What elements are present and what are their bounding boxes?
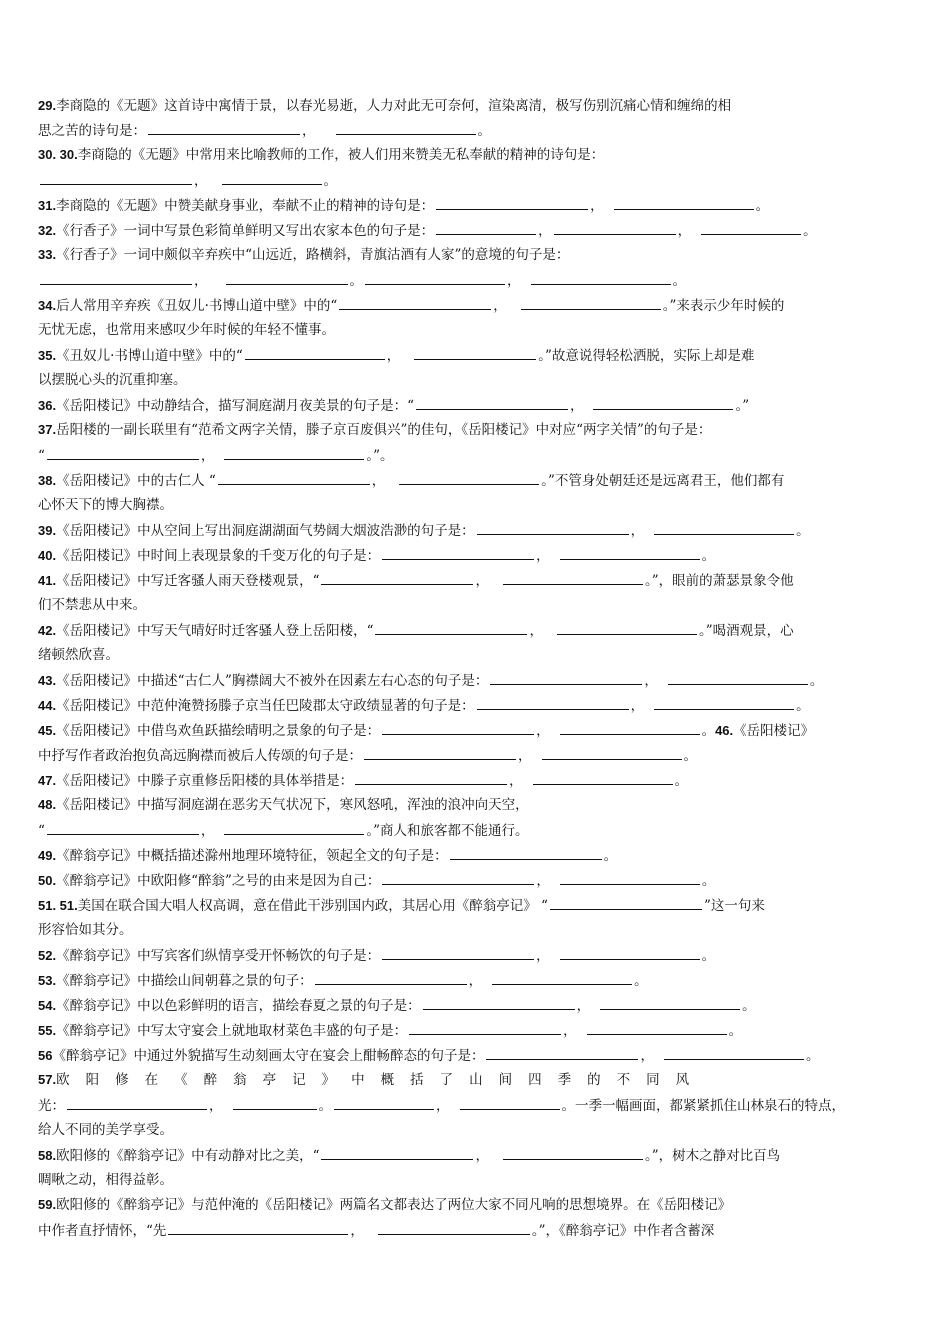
question-51-line-2: 形容恰如其分。	[38, 922, 133, 938]
answer-blank[interactable]	[668, 671, 808, 685]
question-38-line-1: 38.《岳阳楼记》中的古仁人 “ ， 。”不管身处朝廷还是远离君王，他们都有	[38, 473, 785, 489]
answer-blank[interactable]	[414, 346, 536, 360]
answer-blank[interactable]	[47, 821, 199, 835]
answer-blank[interactable]	[492, 971, 632, 985]
question-35-line-1: 35.《丑奴儿·书博山道中壁》中的“ ， 。”故意说得轻松洒脱，实际上却是难	[38, 348, 755, 364]
answer-blank[interactable]	[226, 271, 348, 285]
question-57-line-1: 57.欧阳修在《醉翁亭记》中概括了山间四季的不同风	[38, 1072, 706, 1088]
answer-blank[interactable]	[664, 1046, 804, 1060]
question-53: 53.《醉翁亭记》中描绘山间朝暮之景的句子： ， 。	[38, 973, 648, 989]
answer-blank[interactable]	[542, 746, 682, 760]
answer-blank[interactable]	[533, 771, 673, 785]
answer-blank[interactable]	[364, 746, 516, 760]
question-34-line-1: 34.后人常用辛弃疾《丑奴儿·书博山道中壁》中的“ ， 。”来表示少年时候的	[38, 298, 785, 314]
answer-blank[interactable]	[503, 571, 643, 585]
answer-blank[interactable]	[224, 446, 364, 460]
question-31: 31.李商隐的《无题》中赞美献身事业，奉献不止的精神的诗句是： ， 。	[38, 198, 770, 214]
answer-blank[interactable]	[503, 1146, 643, 1160]
answer-blank[interactable]	[148, 121, 300, 135]
question-39: 39.《岳阳楼记》中从空间上写出洞庭湖湖面气势阔大烟波浩渺的句子是： ， 。	[38, 523, 810, 539]
question-35-line-2: 以摆脱心头的沉重抑塞。	[38, 372, 187, 388]
answer-blank[interactable]	[550, 896, 702, 910]
question-33-line-1: 33.《行香子》一词中颇似辛弃疾中“山远近，路横斜，青旗沽酒有人家”的意境的句子是：	[38, 247, 570, 263]
question-55: 55.《醉翁亭记》中写太守宴会上就地取材菜色丰盛的句子是： ， 。	[38, 1023, 743, 1039]
question-47: 47.《岳阳楼记》中滕子京重修岳阳楼的具体举措是： ， 。	[38, 773, 689, 789]
answer-blank[interactable]	[701, 221, 801, 235]
answer-blank[interactable]	[587, 1021, 727, 1035]
question-42-line-2: 绪顿然欣喜。	[38, 647, 119, 663]
answer-blank[interactable]	[378, 1221, 530, 1235]
answer-blank[interactable]	[600, 996, 740, 1010]
question-59-line-1: 59.欧阳修的《醉翁亭记》与范仲淹的《岳阳楼记》两篇名文都表达了两位大家不同凡响的思想境界。在《岳阳楼记》	[38, 1197, 732, 1213]
answer-blank[interactable]	[334, 1096, 434, 1110]
question-41-line-2: 们不禁悲从中来。	[38, 597, 146, 613]
question-48-line-2: “ ， 。”商人和旅客都不能通行。	[38, 823, 529, 839]
answer-blank[interactable]	[477, 696, 629, 710]
answer-blank[interactable]	[486, 1046, 638, 1060]
answer-blank[interactable]	[593, 396, 733, 410]
answer-blank[interactable]	[67, 1096, 207, 1110]
answer-blank[interactable]	[382, 546, 534, 560]
answer-blank[interactable]	[321, 1146, 473, 1160]
question-49: 49.《醉翁亭记》中概括描述滁州地理环境特征，领起全文的句子是： 。	[38, 848, 618, 864]
question-36: 36.《岳阳楼记》中动静结合，描写洞庭湖月夜美景的句子是：“ ， 。”	[38, 398, 750, 414]
answer-blank[interactable]	[654, 521, 794, 535]
answer-blank[interactable]	[222, 171, 322, 185]
question-51-line-1: 51. 51.美国在联合国大唱人权高调，意在借此干涉别国内政，其居心用《醉翁亭记》 “ ”这一句来	[38, 898, 765, 914]
question-40: 40.《岳阳楼记》中时间上表现景象的千变万化的句子是： ， 。	[38, 548, 716, 564]
question-58-line-2: 啁啾之动，相得益彰。	[38, 1172, 173, 1188]
question-29-line-2: 思之苦的诗句是： ， 。	[38, 123, 491, 139]
answer-blank[interactable]	[168, 1221, 348, 1235]
answer-blank[interactable]	[531, 271, 671, 285]
answer-blank[interactable]	[560, 721, 700, 735]
answer-blank[interactable]	[436, 196, 588, 210]
question-59-line-2: 中作者直抒情怀，“先 ， 。”，《醉翁亭记》中作者含蓄深	[38, 1223, 715, 1239]
answer-blank[interactable]	[245, 346, 385, 360]
answer-blank[interactable]	[355, 771, 507, 785]
answer-blank[interactable]	[375, 621, 527, 635]
answer-blank[interactable]	[654, 696, 794, 710]
question-44: 44.《岳阳楼记》中范仲淹赞扬滕子京当任巴陵郡太守政绩显著的句子是： ， 。	[38, 698, 810, 714]
question-50: 50.《醉翁亭记》中欧阳修“醉翁”之号的由来是因为自己： ， 。	[38, 873, 716, 889]
question-32: 32.《行香子》一词中写景色彩简单鲜明又写出农家本色的句子是： ， ， 。	[38, 223, 817, 239]
answer-blank[interactable]	[339, 296, 491, 310]
answer-blank[interactable]	[416, 396, 568, 410]
answer-blank[interactable]	[557, 621, 697, 635]
answer-blank[interactable]	[490, 671, 642, 685]
answer-blank[interactable]	[382, 871, 534, 885]
answer-blank[interactable]	[450, 846, 602, 860]
answer-blank[interactable]	[409, 1021, 561, 1035]
answer-blank[interactable]	[436, 221, 536, 235]
question-52: 52.《醉翁亭记》中写宾客们纵情享受开怀畅饮的句子是： ， 。	[38, 948, 716, 964]
answer-blank[interactable]	[560, 946, 700, 960]
answer-blank[interactable]	[560, 546, 700, 560]
question-58-line-1: 58.欧阳修的《醉翁亭记》中有动静对比之美，“ ， 。”，树木之静对比百鸟	[38, 1148, 781, 1164]
answer-blank[interactable]	[554, 221, 676, 235]
answer-blank[interactable]	[365, 271, 505, 285]
answer-blank[interactable]	[614, 196, 754, 210]
answer-blank[interactable]	[224, 821, 364, 835]
question-37-line-1: 37.岳阳楼的一副长联里有“范希文两字关情，滕子京百废俱兴”的佳句，《岳阳楼记》中对应“两字关情”的句子是：	[38, 422, 712, 438]
answer-blank[interactable]	[560, 871, 700, 885]
question-54: 54.《醉翁亭记》中以色彩鲜明的语言，描绘春夏之景的句子是： ， 。	[38, 998, 756, 1014]
answer-blank[interactable]	[477, 521, 629, 535]
question-30-line-1: 30. 30.李商隐的《无题》中常用来比喻教师的工作，被人们用来赞美无私奉献的精神的诗句是：	[38, 147, 605, 163]
answer-blank[interactable]	[460, 1096, 560, 1110]
answer-blank[interactable]	[315, 971, 467, 985]
question-34-line-2: 无忧无虑，也常用来感叹少年时候的年轻不懂事。	[38, 322, 335, 338]
answer-blank[interactable]	[382, 721, 534, 735]
answer-blank[interactable]	[399, 471, 539, 485]
question-43: 43.《岳阳楼记》中描述“古仁人”胸襟阔大不被外在因素左右心态的句子是： ， 。	[38, 673, 824, 689]
question-29-line-1: 29.李商隐的《无题》这首诗中寓情于景，以春光易逝，人力对此无可奈何，渲染离清，极写伤别沉痛心情和缠绵的相	[38, 98, 732, 114]
question-57-line-2: 光： ， 。 ， 。一季一幅画面，都紧紧抓住山林泉石的特点，	[38, 1098, 845, 1114]
question-45: 45.《岳阳楼记》中借鸟欢鱼跃描绘晴明之景象的句子是： ， 。46.《岳阳楼记》	[38, 723, 815, 739]
answer-blank[interactable]	[40, 271, 192, 285]
question-38-line-2: 心怀天下的博大胸襟。	[38, 497, 173, 513]
question-56: 56《醉翁亭记》中通过外貌描写生动刻画太守在宴会上酣畅醉态的句子是： ， 。	[38, 1048, 820, 1064]
question-33-line-2: ， 。 ， 。	[38, 271, 686, 290]
answer-blank[interactable]	[423, 996, 575, 1010]
answer-blank[interactable]	[382, 946, 534, 960]
answer-blank[interactable]	[40, 171, 192, 185]
question-48-line-1: 48.《岳阳楼记》中描写洞庭湖在恶劣天气状况下，寒风怒吼，浑浊的浪冲向天空，	[38, 797, 529, 813]
answer-blank[interactable]	[233, 1096, 317, 1110]
answer-blank[interactable]	[321, 571, 473, 585]
question-30-line-2: ， 。	[38, 171, 337, 190]
answer-blank[interactable]	[521, 296, 661, 310]
answer-blank[interactable]	[47, 446, 199, 460]
answer-blank[interactable]	[336, 121, 476, 135]
question-41-line-1: 41.《岳阳楼记》中写迁客骚人雨天登楼观景，“ ， 。”，眼前的萧瑟景象令他	[38, 573, 794, 589]
answer-blank[interactable]	[218, 471, 370, 485]
question-37-line-2: “ ， 。”。	[38, 448, 394, 464]
question-42-line-1: 42.《岳阳楼记》中写天气晴好时迁客骚人登上岳阳楼，“ ， 。”喝酒观景，心	[38, 623, 794, 639]
question-57-line-3: 给人不同的美学享受。	[38, 1122, 173, 1138]
question-46: 中抒写作者政治抱负高远胸襟而被后人传颂的句子是： ， 。	[38, 748, 697, 764]
